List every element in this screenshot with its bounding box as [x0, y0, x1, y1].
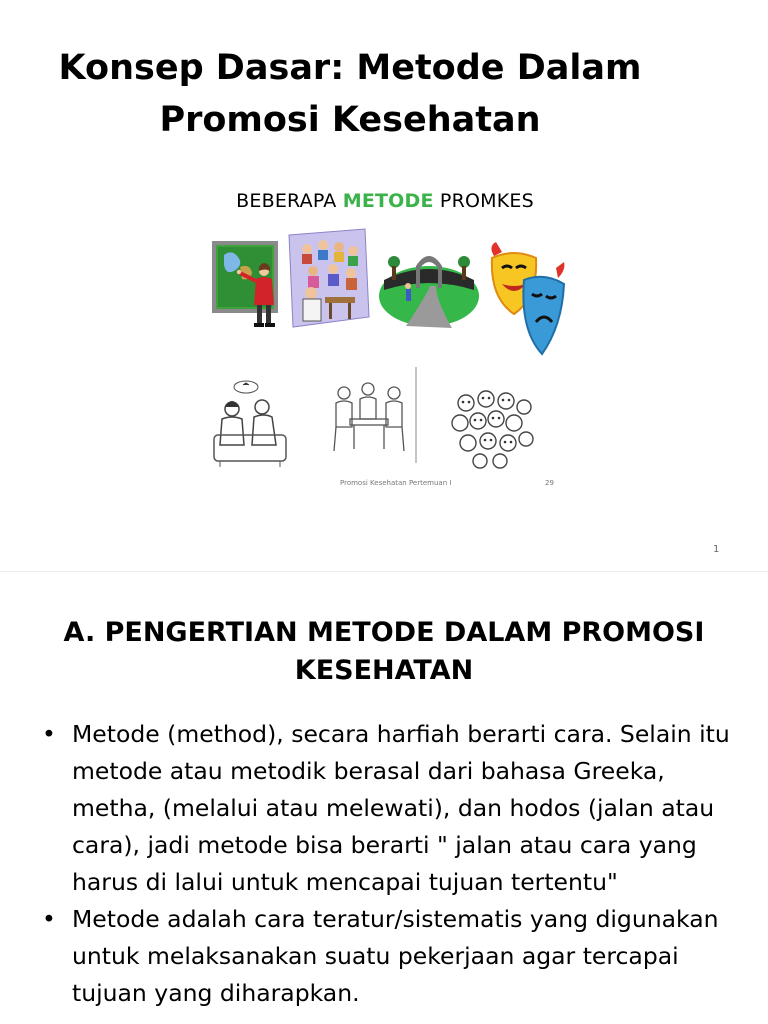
bullet-symbol: •	[42, 905, 56, 933]
embedded-slide-page-number: 29	[545, 479, 554, 487]
slide-1-title: Konsep Dasar: Metode Dalam Promosi Kesehatan	[58, 48, 642, 140]
slide-number: 1	[713, 544, 720, 555]
bullet-text: Metode adalah cara teratur/sistematis yang digunakan untuk melaksanakan suatu pekerjaan agar tercapai tujuan yang diharapkan.	[72, 905, 719, 1007]
bullet-list	[40, 716, 740, 1012]
path-illustration	[376, 236, 482, 332]
bullet-symbol: •	[42, 720, 56, 748]
subtitle-highlight: METODE	[342, 190, 434, 212]
subtitle-suffix: PROMKES	[433, 190, 534, 212]
bullet-item	[40, 901, 740, 1012]
teacher-illustration	[210, 237, 286, 331]
embedded-slide-footer: Promosi Kesehatan Pertemuan I	[340, 479, 452, 487]
group-discussion-sketch-illustration	[322, 367, 420, 467]
slide-2-title: A. PENGERTIAN METODE DALAM PROMOSI KESEHATAN	[63, 617, 705, 686]
bullet-item	[40, 716, 740, 901]
methods-subtitle	[200, 189, 570, 213]
classroom-illustration	[285, 227, 370, 331]
dialogue-sketch-illustration	[210, 379, 290, 469]
bullet-text: Metode (method), secara harfiah berarti cara. Selain itu metode atau metodik berasal dari bahasa Greeka, metha, (melalui atau melewati), dan hodos (jalan atau cara), jadi metode bisa berarti " jalan atau cara yang harus di lalui untuk mencapai tujuan tertentu"	[72, 720, 730, 896]
subtitle-prefix: BEBERAPA	[236, 190, 343, 212]
crowd-faces-sketch-illustration	[450, 389, 536, 471]
theater-masks-illustration	[488, 240, 568, 356]
